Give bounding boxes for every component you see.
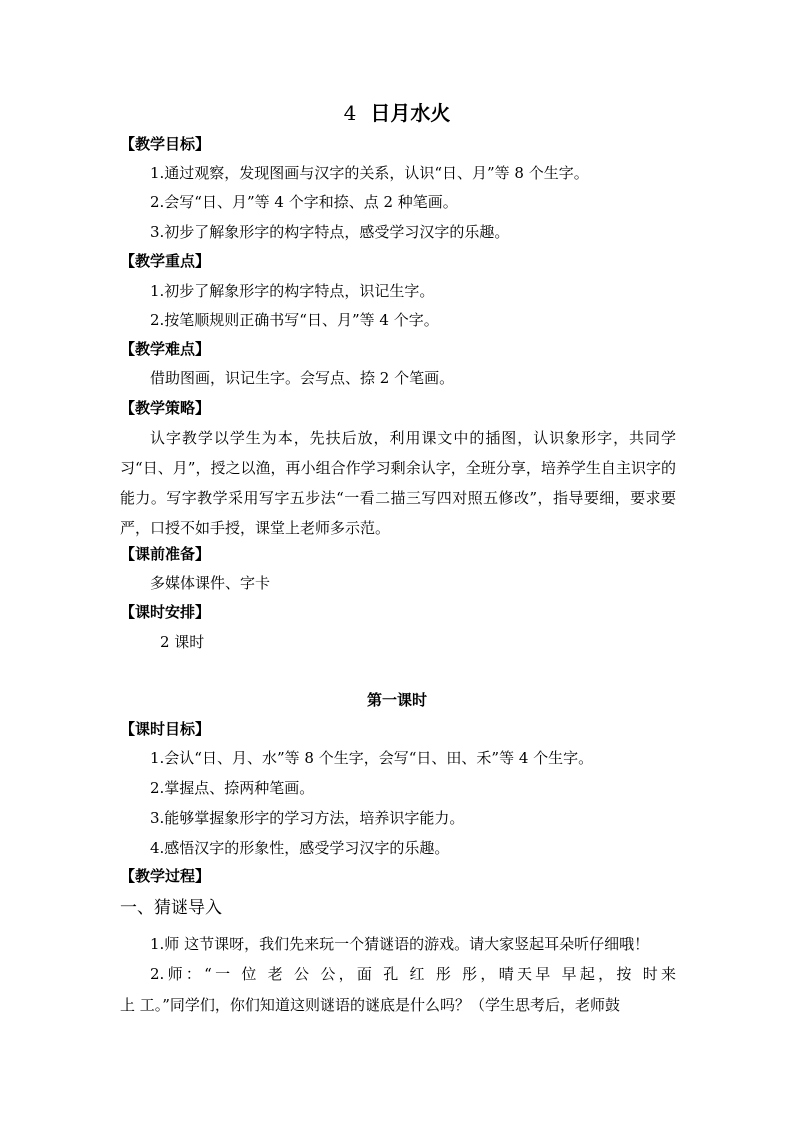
schedule-heading: 【课时安排】 [120, 603, 211, 621]
preparation-text: 多媒体课件、字卡 [150, 574, 271, 592]
key-point-item: 1.初步了解象形字的构字特点，识记生字。 [150, 282, 435, 300]
schedule-text: 2 课时 [160, 633, 205, 651]
lesson1-objective-item: 1.会认“日、月、水”等 8 个生字，会写“日、田、禾”等 4 个生字。 [150, 749, 594, 767]
objectives-heading: 【教学目标】 [120, 135, 211, 153]
lesson1-title: 第一课时 [366, 691, 427, 709]
strategy-paragraph: 认字教学以学生为本，先扶后放，利用课文中的插图，认识象形字，共同学习“日、月”，授之以渔，再小组合作学习剩余认字，全班分享，培养学生自主识字的能力。写字教学采用写字五步法“一看二描三写四对照五修改”，指导要细，要求要严，口授不如手授，课堂上老师多示范。 [120, 429, 676, 537]
section-heading: 一、猜谜导入 [120, 898, 222, 918]
process-heading: 【教学过程】 [120, 867, 211, 885]
key-point-item: 2.按笔顺规则正确书写“日、月”等 4 个字。 [150, 311, 439, 329]
difficulties-heading: 【教学难点】 [120, 340, 211, 358]
strategy-heading: 【教学策略】 [120, 399, 211, 417]
process-step-continued: 上 工。”同学们，你们知道这则谜语的谜底是什么吗？（学生思考后，老师鼓 [120, 996, 620, 1014]
lesson1-objective-item: 4.感悟汉字的形象性，感受学习汉字的乐趣。 [150, 839, 450, 857]
lesson-title-text: 日月水火 [370, 101, 451, 125]
preparation-heading: 【课前准备】 [120, 545, 211, 563]
lesson1-objectives-heading: 【课时目标】 [120, 720, 211, 738]
difficulties-text: 借助图画，识记生字。会写点、捺 2 个笔画。 [150, 369, 455, 387]
objective-item: 1.通过观察，发现图画与汉字的关系，认识“日、月”等 8 个生字。 [150, 164, 589, 182]
lesson1-objective-item: 2.掌握点、捺两种笔画。 [150, 779, 315, 797]
process-step: 2.师：“一 位 老 公 公，面 孔 红 彤 彤，晴天早 早起，按 时来 [150, 965, 676, 983]
objective-item: 2.会写“日、月”等 4 个字和捺、点 2 种笔画。 [150, 193, 458, 211]
lesson-number: 4 [343, 101, 357, 125]
objective-item: 3.初步了解象形字的构字特点，感受学习汉字的乐趣。 [150, 223, 510, 241]
lesson1-objective-item: 3.能够掌握象形字的学习方法，培养识字能力。 [150, 809, 465, 827]
key-points-heading: 【教学重点】 [120, 252, 211, 270]
process-step: 1.师 这节课呀，我们先来玩一个猜谜语的游戏。请大家竖起耳朵听仔细哦！ [150, 935, 650, 953]
lesson-title [0, 100, 794, 126]
